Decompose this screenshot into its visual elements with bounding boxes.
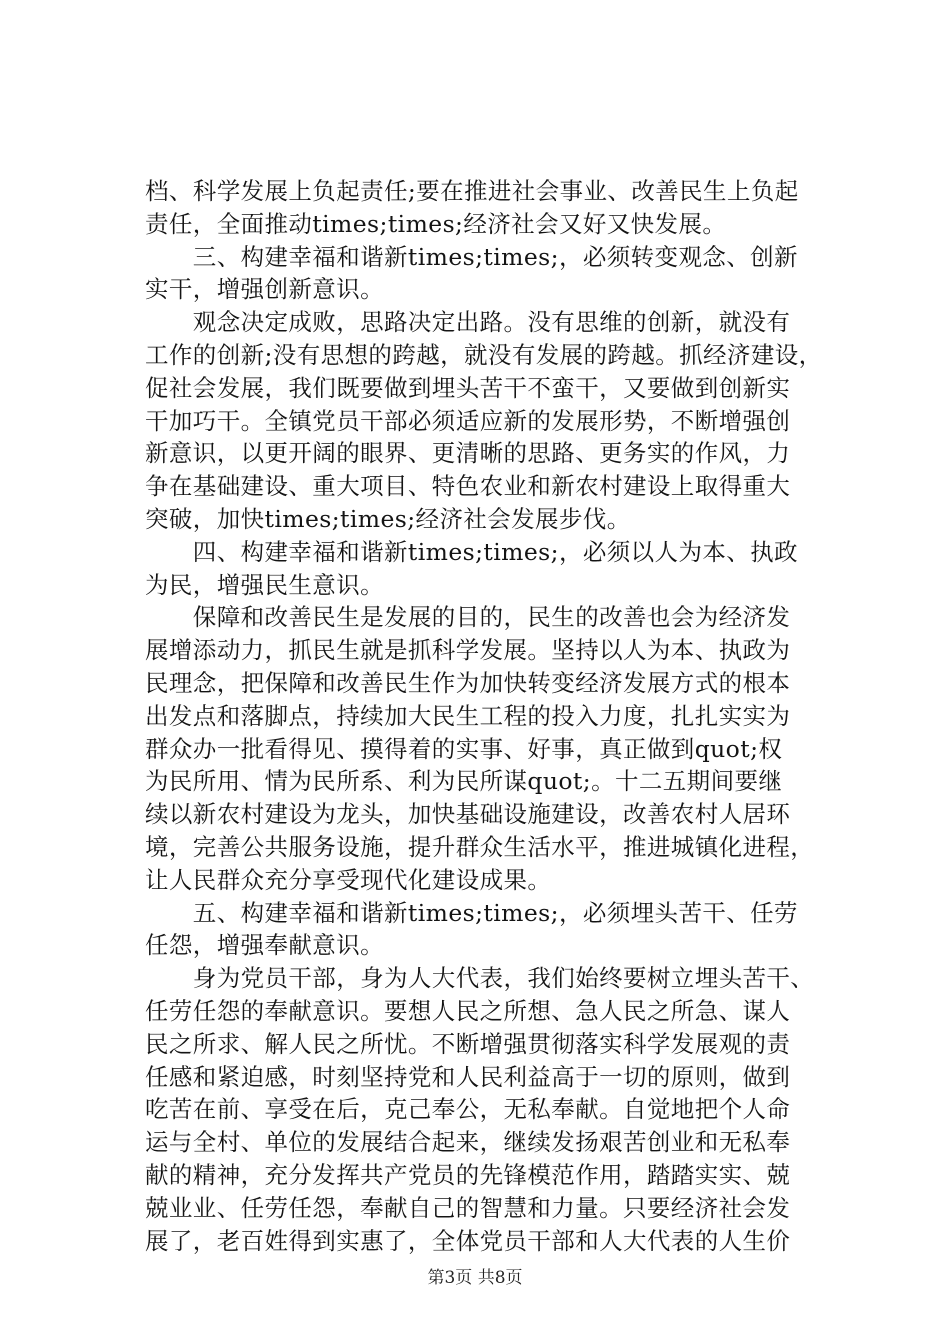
text-line: 兢业业、任劳任怨，奉献自己的智慧和力量。只要经济社会发: [145, 1193, 791, 1222]
page-footer: 第3页 共8页: [427, 1268, 523, 1288]
text-line: 展了，老百姓得到实惠了，全体党员干部和人大代表的人生价: [145, 1226, 791, 1255]
text-line: 三、构建幸福和谐新times;times;，必须转变观念、创新: [145, 242, 798, 271]
text-line: 出发点和落脚点，持续加大民生工程的投入力度，扎扎实实为: [145, 701, 791, 730]
text-line: 责任，全面推动times;times;经济社会又好又快发展。: [145, 209, 727, 238]
text-line: 五、构建幸福和谐新times;times;，必须埋头苦干、任劳: [145, 898, 798, 927]
text-line: 民之所求、解人民之所忧。不断增强贯彻落实科学发展观的责: [145, 1029, 791, 1058]
text-line: 为民，增强民生意识。: [145, 570, 384, 599]
text-line: 续以新农村建设为龙头，加快基础设施建设，改善农村人居环: [145, 800, 791, 829]
text-line: 吃苦在前、享受在后，克己奉公，无私奉献。自觉地把个人命: [145, 1095, 791, 1124]
body-text: [145, 175, 835, 1257]
text-line: 让人民群众充分享受现代化建设成果。: [145, 865, 552, 894]
text-line: 观念决定成败，思路决定出路。没有思维的创新，就没有: [145, 308, 791, 337]
text-line: 档、科学发展上负起责任;要在推进社会事业、改善民生上负起: [145, 177, 799, 205]
text-line: 工作的创新;没有思想的跨越，就没有发展的跨越。抓经济建设，: [145, 340, 823, 369]
text-line: 促社会发展，我们既要做到埋头苦干不蛮干，又要做到创新实: [145, 373, 791, 402]
text-line: 干加巧干。全镇党员干部必须适应新的发展形势，不断增强创: [145, 406, 791, 435]
text-line: 境，完善公共服务设施，提升群众生活水平，推进城镇化进程，: [145, 832, 815, 861]
text-line: 新意识，以更开阔的眼界、更清晰的思路、更务实的作风，力: [145, 439, 791, 468]
text-line: 突破，加快times;times;经济社会发展步伐。: [145, 504, 631, 533]
text-line: 身为党员干部，身为人大代表，我们始终要树立埋头苦干、: [145, 964, 815, 993]
text-line: 四、构建幸福和谐新times;times;，必须以人为本、执政: [145, 537, 798, 566]
text-line: 为民所用、情为民所系、利为民所谋quot;。十二五期间要继: [145, 767, 783, 796]
text-line: 群众办一批看得见、摸得着的实事、好事，真正做到quot;权: [145, 734, 783, 763]
text-line: 献的精神，充分发挥共产党员的先锋模范作用，踏踏实实、兢: [145, 1160, 791, 1189]
text-line: 争在基础建设、重大项目、特色农业和新农村建设上取得重大: [145, 472, 791, 501]
text-line: 运与全村、单位的发展结合起来，继续发扬艰苦创业和无私奉: [145, 1128, 791, 1157]
text-line: 实干，增强创新意识。: [145, 275, 384, 304]
text-line: 任怨，增强奉献意识。: [145, 931, 384, 960]
text-line: 保障和改善民生是发展的目的，民生的改善也会为经济发: [145, 603, 791, 632]
text-line: 任劳任怨的奉献意识。要想人民之所想、急人民之所急、谋人: [145, 996, 791, 1025]
text-line: 任感和紧迫感，时刻坚持党和人民利益高于一切的原则，做到: [145, 1062, 791, 1091]
text-line: 展增添动力，抓民生就是抓科学发展。坚持以人为本、执政为: [145, 636, 791, 665]
text-line: 民理念，把保障和改善民生作为加快转变经济发展方式的根本: [145, 668, 791, 697]
